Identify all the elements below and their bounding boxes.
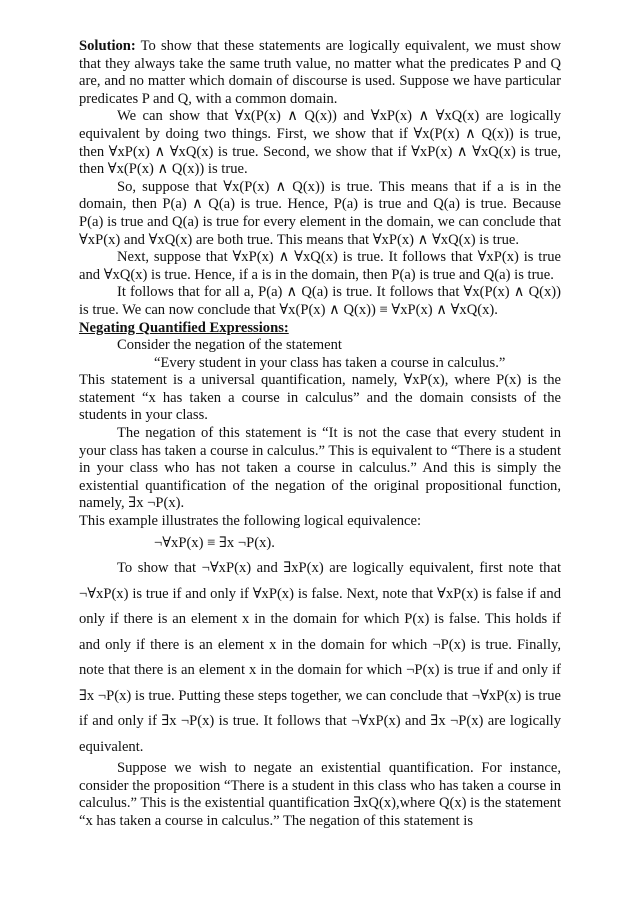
negating-paragraph-3: The negation of this statement is “It is not the case that every student in your class has taken a course in calculus.” This is equivalent to “There is a student in your class who has not taken a course in calculus.” And this is simply the existential quantification of the negation of the original propositional function, namely, ∃x ¬P(x). [79, 425, 561, 512]
section-heading: Negating Quantified Expressions: [79, 319, 289, 336]
negating-paragraph-5: To show that ¬∀xP(x) and ∃xP(x) are logically equivalent, first note that ¬∀xP(x) is true if and only if ∀xP(x) is false. Next, note that ∀xP(x) is false if and only if there is an element x in the domain for which P(x) is false. This holds if and only if there is an element x in the domain for which ¬P(x) is true. Finally, note that there is an element x in the domain for which ¬P(x) is true if and only if ∃x ¬P(x) is true. Putting these steps together, we can conclude that ¬∀xP(x) is true if and only if ∃x ¬P(x) is true. It follows that ¬∀xP(x) and ∃x ¬P(x) are logically equivalent. [79, 560, 561, 755]
solution-paragraph-2: We can show that ∀x(P(x) ∧ Q(x)) and ∀xP(x) ∧ ∀xQ(x) are logically equivalent by doing two things. First, we show that if ∀x(P(x) ∧ Q(x)) is true, then ∀xP(x) ∧ ∀xQ(x) is true. Second, we show that if ∀xP(x) ∧ ∀xQ(x) is true, then ∀x(P(x) ∧ Q(x)) is true. [79, 108, 561, 178]
negating-paragraph-4: This example illustrates the following logical equivalence: [79, 513, 422, 530]
solution-intro-text: To show that these statements are logically equivalent, we must show that they always take the same truth value, no matter what the predicates P and Q are, and no matter which domain of discourse is used. Suppose we have particular predicates P and Q, with a common domain. [79, 38, 561, 107]
quoted-statement: “Every student in your class has taken a course in calculus.” [154, 354, 506, 371]
solution-label: Solution: [79, 38, 136, 54]
solution-paragraph-4: Next, suppose that ∀xP(x) ∧ ∀xQ(x) is true. It follows that ∀xP(x) is true and ∀xQ(x) is true. Hence, if a is in the domain, then P(a) is true and Q(a) is true. [79, 249, 561, 283]
equivalence-formula: ¬∀xP(x) ≡ ∃x ¬P(x). [154, 534, 275, 551]
negating-paragraph-6: Suppose we wish to negate an existential quantification. For instance, consider the proposition “There is a student in this class who has taken a course in calculus.” This is the existential quantification ∃xQ(x),where Q(x) is the statement “x has taken a course in calculus.” The negation of this statement is [79, 760, 561, 829]
solution-paragraph-3: So, suppose that ∀x(P(x) ∧ Q(x)) is true. This means that if a is in the domain, then P(a) ∧ Q(a) is true. Hence, P(a) is true and Q(a) is true. Because P(a) is true and Q(a) is true for every element in the domain, we can conclude that ∀xP(x) and ∀xQ(x) are both true. This means that ∀xP(x) ∧ ∀xQ(x) is true. [79, 178, 561, 248]
negating-paragraph-1: Consider the negation of the statement [117, 337, 342, 354]
document-page [79, 38, 561, 831]
negating-paragraph-2: This statement is a universal quantification, namely, ∀xP(x), where P(x) is the statement “x has taken a course in calculus” and the domain consists of the students in your class. [79, 372, 561, 424]
solution-intro-paragraph [79, 38, 561, 108]
solution-paragraph-5: It follows that for all a, P(a) ∧ Q(a) is true. It follows that ∀x(P(x) ∧ Q(x)) is true. We can now conclude that ∀x(P(x) ∧ Q(x)) ≡ ∀xP(x) ∧ ∀xQ(x). [79, 284, 561, 318]
